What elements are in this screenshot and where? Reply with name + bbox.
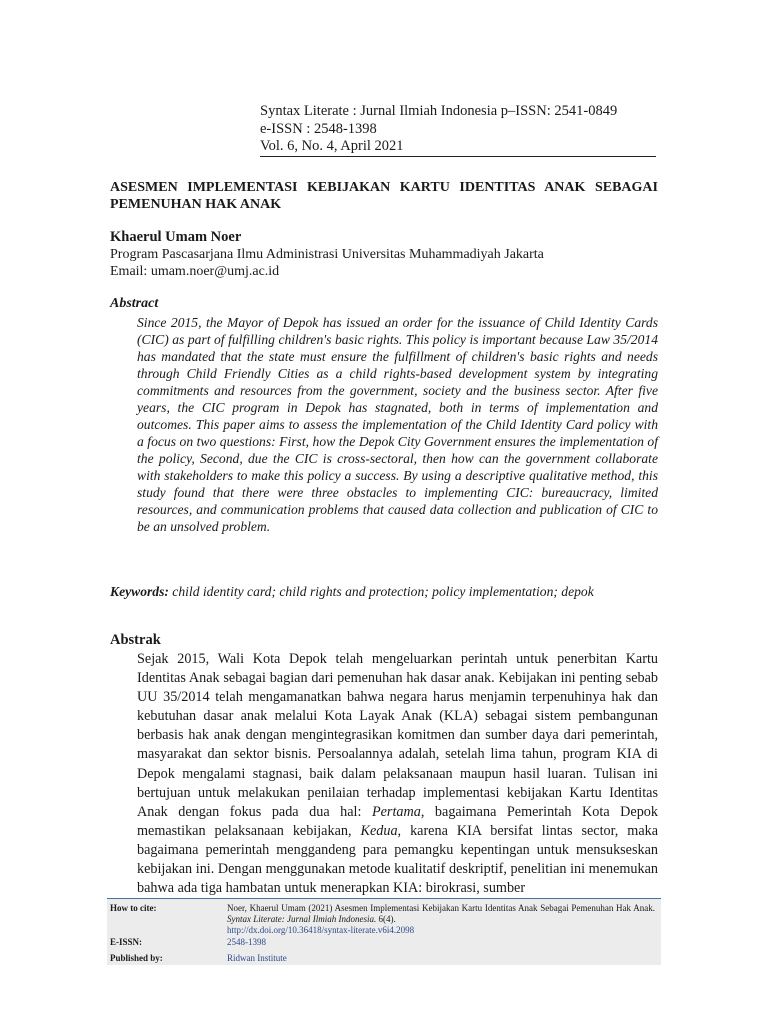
how-to-cite-label: How to cite: — [110, 903, 157, 913]
doi-link[interactable]: http://dx.doi.org/10.36418/syntax-literate.v6i4.2098 — [227, 925, 415, 935]
citation-journal: Syntax Literate: Jurnal Ilmiah Indonesia. — [227, 914, 377, 924]
journal-header — [260, 103, 656, 156]
abstract-text: Since 2015, the Mayor of Depok has issued an order for the issuance of Child Identity Cards (CIC) as part of fulfilling children's basic rights. This policy is important because Law 35/2014 has mandated that the state must ensure the fulfillment of children's basic rights and needs through Child Friendly Cities as a child rights-based development system by integrating commitments and resources from the government, society and the business sector. After five years, the CIC program in Depok has stagnated, both in terms of implementation and outcomes. This paper aims to assess the implementation of the Child Identity Card policy with a focus on two questions: First, how the Depok City Government ensures the implementation of the policy, Second, due the CIC is cross-sectoral, then how can the government collaborate with stakeholders to make this policy a success. By using a descriptive qualitative method, this study found that there were three obstacles to implementing CIC: bureaucracy, limited resources, and communication problems that caused data collection and publication of CIC to be an unsolved problem. — [137, 315, 658, 534]
abstrak-text — [137, 650, 658, 898]
citation-box — [107, 898, 661, 965]
author-email: Email: umam.noer@umj.ac.id — [110, 264, 280, 279]
published-label: Published by: — [110, 953, 163, 963]
abstrak-part-1: Sejak 2015, Wali Kota Depok telah mengeluarkan perintah untuk penerbitan Kartu Identitas Anak sebagai bagian dari pemenuhan hak dasar anak. Kebijakan ini penting sebab UU 35/2014 telah mengamanatkan bahwa negara harus menjamin terpenuhinya hak dan kebutuhan dasar anak melalui Kota Layak Anak (KLA) sebagai sistem pembangunan berbasis hak anak dengan mengintegrasikan komitmen dan sumber daya dari pemerintah, masyarakat dan sektor bisnis. Persoalannya adalah, setelah lima tahun, program KIA di Depok mengalami stagnasi, baik dalam pelaksanaan maupun hasil luaran. Tulisan ini bertujuan untuk melakukan penilaian terhadap implementasi kebijakan Kartu Identitas Anak dengan fokus pada dua hal: — [137, 651, 658, 820]
abstract-heading: Abstract — [110, 296, 159, 311]
keywords-label: Keywords: — [110, 584, 169, 599]
eissn-line: e-ISSN : 2548-1398 — [260, 120, 377, 137]
paper-title: ASESMEN IMPLEMENTASI KEBIJAKAN KARTU IDENTITAS ANAK SEBAGAI PEMENUHAN HAK ANAK — [110, 180, 658, 212]
citation-text: Noer, Khaerul Umam (2021) Asesmen Implementasi Kebijakan Kartu Identitas Anak Sebagai Pemenuhan Hak Anak. — [227, 903, 655, 913]
journal-name-line: Syntax Literate : Jurnal Ilmiah Indonesia p–ISSN: 2541-0849 — [260, 103, 618, 119]
abstrak-heading: Abstrak — [110, 632, 161, 648]
volume-line: Vol. 6, No. 4, April 2021 — [260, 138, 404, 154]
keywords-text: child identity card; child rights and protection; policy implementation; depok — [168, 584, 594, 599]
abstrak-kedua: Kedua — [360, 822, 398, 839]
keywords — [110, 583, 658, 600]
citation-volume: 6(4). — [376, 914, 396, 924]
header-rule — [260, 156, 656, 157]
publisher-value: Ridwan Institute — [227, 953, 287, 963]
abstrak-pertama: Pertama — [371, 803, 421, 820]
eissn-value: 2548-1398 — [227, 937, 266, 947]
abstrak-part-3: , karena KIA bersifat lintas sector, maka bagaimana pemerintah menggandeng para pemangku kepentingan untuk mensukseskan kebijakan ini. Dengan menggunakan metode kualitatif deskriptif, penelitian ini menemukan bahwa ada tiga hambatan untuk menerapkan KIA: birokrasi, sumber — [137, 822, 659, 897]
eissn-label: E-ISSN: — [110, 937, 143, 947]
abstrak-part-2: , bagaimana Pemerintah Kota Depok memastikan pelaksanaan kebijakan, — [137, 803, 658, 839]
how-to-cite-value — [227, 903, 655, 936]
author-affiliation: Program Pascasarjana Ilmu Administrasi Universitas Muhammadiyah Jakarta — [110, 247, 544, 262]
author-block — [110, 229, 658, 280]
author-name: Khaerul Umam Noer — [110, 229, 242, 245]
